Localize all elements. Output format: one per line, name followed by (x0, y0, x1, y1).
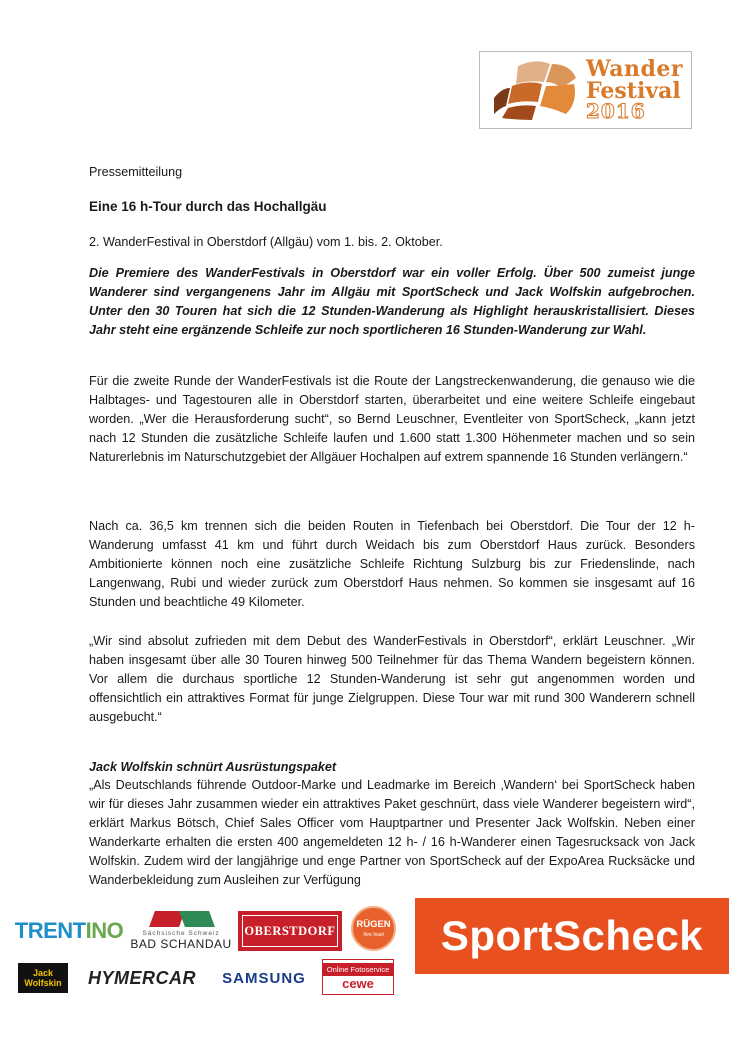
bad-schandau-logo (130, 905, 232, 957)
bad-schandau-mark-icon (146, 911, 216, 927)
paragraph-3: „Wir sind absolut zufrieden mit dem Debut des WanderFestivals in Oberstdorf“, erklärt Leuschner. „Wir haben insgesamt über alle 30 Touren hinweg 500 Teilnehmer für das Thema Wandern begeistern können. Vor allem die durchaus sportliche 12 Stunden-Wanderung ist sehr gut angenommen worden und offensichtlich ein attraktives Format für junge Zielgruppen. Diese Tour war mit rund 300 Wanderern schnell ausgebucht.“ (89, 634, 695, 724)
section-subhead: Jack Wolfskin schnürt Ausrüstungspaket (89, 760, 337, 774)
document-label: Pressemitteilung (89, 165, 183, 179)
cewe-logo (322, 959, 394, 995)
oberstdorf-logo: OBERSTDORF (238, 911, 342, 951)
paragraph-4: „Als Deutschlands führende Outdoor-Marke und Leadmarke im Bereich ‚Wandern‘ bei SportScheck haben wir für dieses Jahr zusammen wieder ein attraktives Paket geschnürt, dass viele Wanderer begeistern wird“, erklärt Markus Bötsch, Chief Sales Officer vom Hauptpartner und Presenter Jack Wolfskin. Neben einer Wanderkarte erhalten die ersten 400 angemeldeten 12 h- / 16 h-Wanderer einen Tagesrucksack von Jack Wolfskin. Zudem wird der langjährige und enge Partner von SportScheck auf der ExpoArea Rucksäcke und Wanderbekleidung zum Ausleihen zur Verfügung (89, 778, 695, 887)
jack-wolfskin-logo (18, 963, 68, 993)
cewe-bottom-text: cewe (342, 976, 374, 991)
document-headline: Eine 16 h-Tour durch das Hochallgäu (89, 199, 327, 214)
logo-line2: Festival (586, 78, 681, 104)
lead-paragraph: Die Premiere des WanderFestivals in Oberstdorf war ein voller Erfolg. Über 500 zumeist junge Wanderer sind vergangenens Jahr im Allgäu mit SportScheck und Jack Wolfskin aufgebrochen. Unter den 30 Touren hat sich die 12 Stunden-Wanderung als Highlight herauskristallisiert. Dieses Jahr steht eine ergänzende Schleife zur noch sportlicheren 16 Stunden-Wanderung zur Wahl. (89, 266, 695, 337)
logo-wordmark (586, 58, 683, 121)
paragraph-2: Nach ca. 36,5 km trennen sich die beiden Routen in Tiefenbach bei Oberstdorf. Die Tour der 12 h-Wanderung umfasst 41 km und führt durch Weidach bis zum Oberstdorf Haus zurück. Besonders Ambitionierte können noch eine zusätzliche Schleife Richtung Sulzburg bis zur Friedenslinde, nach Langenwang, Rubi und wieder zurück zum Oberstdorf Haus nehmen. So kommen sie insgesamt auf 16 Stunden und beachtliche 49 Kilometer. (89, 519, 695, 609)
trentino-text-b: INO (85, 918, 124, 943)
wanderfestival-logo (479, 51, 692, 129)
trentino-logo (14, 913, 124, 949)
samsung-logo: SAMSUNG (222, 969, 306, 987)
hymercar-logo: HYMERCAR (87, 967, 196, 988)
cewe-top-text: Online Fotoservice (323, 963, 393, 976)
bad-schandau-big-text: BAD SCHANDAU (130, 937, 232, 951)
ruegen-logo (351, 906, 396, 951)
jack-text-1: Jack (32, 968, 54, 978)
logo-year: 2016 (586, 99, 646, 123)
logo-stones-icon (488, 58, 583, 122)
paragraph-1: Für die zweite Runde der WanderFestivals ist die Route der Langstreckenwanderung, die genauso wie die Halbtages- und Tagestouren alle in Oberstdorf starten, überarbeitet und eine weitere Schleife eingebaut worden. „Wer die Herausforderung sucht“, so Bernd Leuschner, Eventleiter von SportScheck, „kann jetzt nach 12 Stunden die zusätzliche Schleife laufen und 1.600 statt 1.300 Höhenmeter machen und so sein Naturerlebnis im Naturschutzgebiet der Allgäuer Hochalpen auf extrem spannende 16 Stunden verlängern.“ (89, 374, 695, 464)
ruegen-small-text: Ihre Insel (363, 932, 384, 938)
document-subline: 2. WanderFestival in Oberstdorf (Allgäu) vom 1. bis. 2. Oktober. (89, 235, 443, 249)
logo-line1: Wander (586, 56, 684, 82)
ruegen-text: RÜGEN (356, 919, 391, 930)
sportscheck-logo: SportScheck (415, 898, 729, 974)
jack-text-2: Wolfskin (24, 978, 62, 988)
bad-schandau-small-text: Sächsische Schweiz (142, 930, 220, 937)
trentino-text-a: TRENT (14, 918, 86, 943)
